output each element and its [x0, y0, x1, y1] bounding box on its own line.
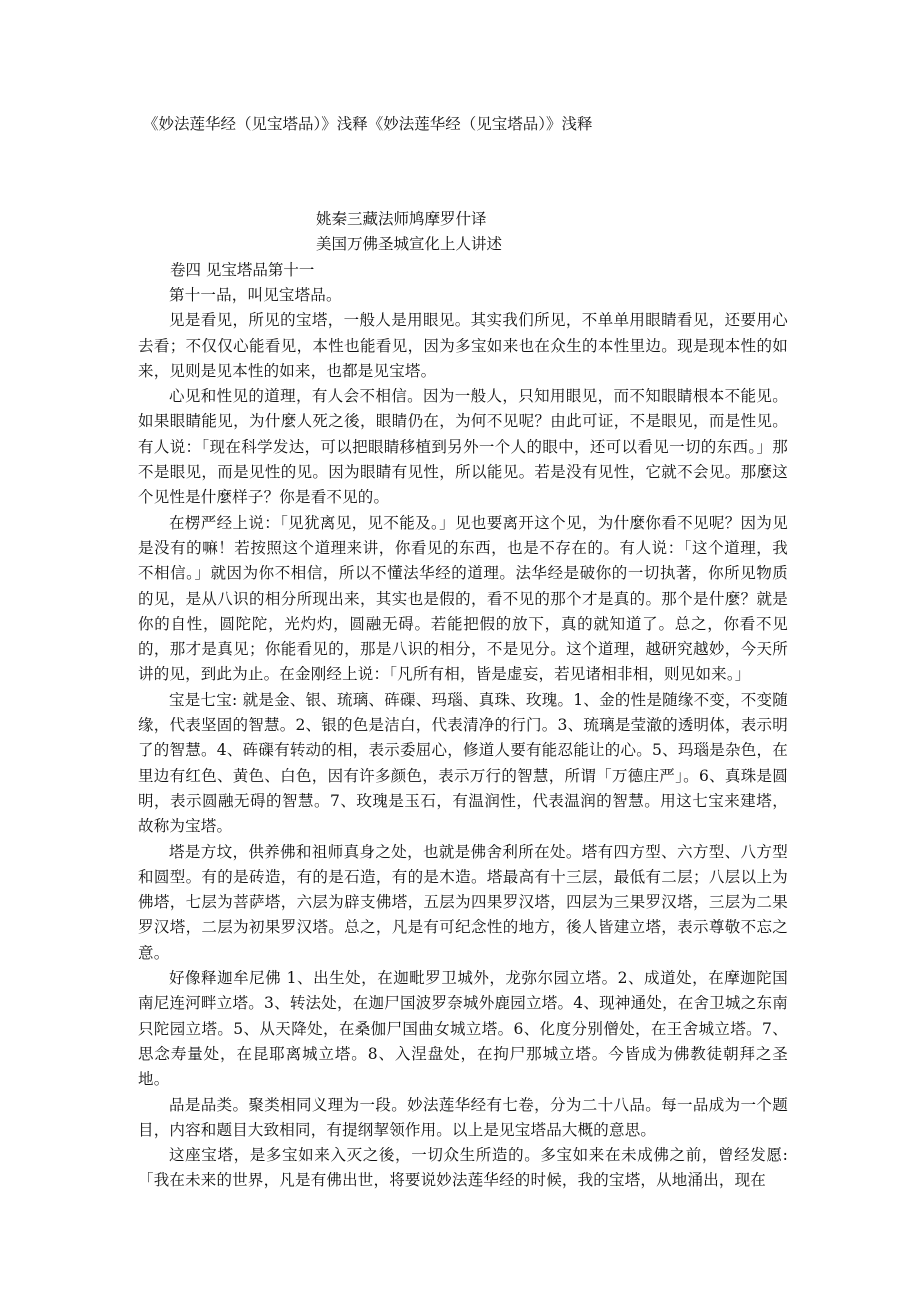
paragraph: 第十一品，叫见宝塔品。 [169, 286, 342, 304]
paragraph: 这座宝塔，是多宝如来入灭之後，一切众生所造的。多宝如来在未成佛之前，曾经发愿: 「我在未来的世界，凡是有佛出世，将要说妙法莲华经的时候，我的宝塔，从地涌出，现在 [138, 1146, 788, 1190]
credits [316, 207, 502, 257]
paragraph: 心见和性见的道理，有人会不相信。因为一般人，只知用眼见，而不知眼睛根本不能见。如果眼睛能见，为什麼人死之後，眼睛仍在，为何不见呢？由此可证，不是眼见，而是性见。有人说：「现在科学发达，可以把眼睛移植到另外一个人的眼中，还可以看见一切的东西。」那不是眼见，而是见性的见。因为眼睛有见性，所以能见。若是没有见性，它就不会见。那麼这个见性是什麼样子？你是看不见的。 [138, 387, 788, 507]
lecturer-credit: 美国万佛圣城宣化上人讲述 [316, 235, 503, 253]
document-title: 《妙法莲华经（见宝塔品）》浅释《妙法莲华经（见宝塔品）》浅释 [143, 115, 593, 133]
chapter-heading: 卷四 见宝塔品第十一 [170, 261, 315, 279]
paragraph: 好像释迦牟尼佛 1、出生处，在迦毗罗卫城外，龙弥尔园立塔。2、成道处，在摩迦陀国南尼连河畔立塔。3、转法处，在迦尸国波罗奈城外鹿园立塔。4、现神通处，在舍卫城之东南只陀园立塔。5、从天降处，在桑伽尸国曲女城立塔。6、化度分别僧处，在王舍城立塔。7、思念寿量处，在昆耶离城立塔。8、入涅盘处，在拘尸那城立塔。今皆成为佛教徒朝拜之圣地。 [138, 969, 788, 1089]
translator-credit: 姚秦三藏法师鸠摩罗什译 [316, 210, 487, 228]
paragraph: 在楞严经上说：「见犹离见，见不能及。」见也要离开这个见，为什麼你看不见呢？因为见是没有的嘛！若按照这个道理来讲，你看见的东西，也是不存在的。有人说：「这个道理，我不相信。」就因为你不相信，所以不懂法华经的道理。法华经是破你的一切执著，你所见物质的见，是从八识的相分所现出来，其实也是假的，看不见的那个才是真的。那个是什麼？就是你的自性，圆陀陀，光灼灼，圆融无碍。若能把假的放下，真的就知道了。总之，你看不见的，那才是真见；你能看见的，那是八识的相分，不是见分。这个道理，越研究越妙，今天所讲的见，到此为止。在金刚经上说：「凡所有相，皆是虚妄，若见诸相非相，则见如来。」 [138, 513, 788, 684]
body-text [138, 283, 788, 1194]
paragraph: 见是看见，所见的宝塔，一般人是用眼见。其实我们所见，不单单用眼睛看见，还要用心去看；不仅仅心能看见，本性也能看见，因为多宝如来也在众生的本性里边。现是现本性的如来，见则是见本性的如来，也都是见宝塔。 [138, 311, 788, 380]
paragraph: 品是品类。聚类相同义理为一段。妙法莲华经有七卷，分为二十八品。每一品成为一个题目，内容和题目大致相同，有提纲挈领作用。以上是见宝塔品大概的意思。 [138, 1095, 788, 1139]
paragraph: 宝是七宝: 就是金、银、琉璃、砗磲、玛瑙、真珠、玫瑰。1、金的性是随缘不变，不变随缘，代表坚固的智慧。2、银的色是洁白，代表清净的行门。3、琉璃是莹澈的透明体，表示明了的智慧。4、砗磲有转动的相，表示委屈心，修道人要有能忍能让的心。5、玛瑙是杂色，在里边有红色、黄色、白色，因有许多颜色，表示万行的智慧，所谓「万德庄严」。6、真珠是圆明，表示圆融无碍的智慧。7、玫瑰是玉石，有温润性，代表温润的智慧。用这七宝来建塔，故称为宝塔。 [138, 690, 788, 836]
paragraph: 塔是方坟，供养佛和祖师真身之处，也就是佛舍利所在处。塔有四方型、六方型、八方型和圆型。有的是砖造，有的是石造，有的是木造。塔最高有十三层，最低有二层；八层以上为佛塔，七层为菩萨塔，六层为辟支佛塔，五层为四果罗汉塔，四层为三果罗汉塔，三层为二果罗汉塔，二层为初果罗汉塔。总之，凡是有可纪念性的地方，後人皆建立塔，表示尊敬不忘之意。 [138, 842, 788, 962]
